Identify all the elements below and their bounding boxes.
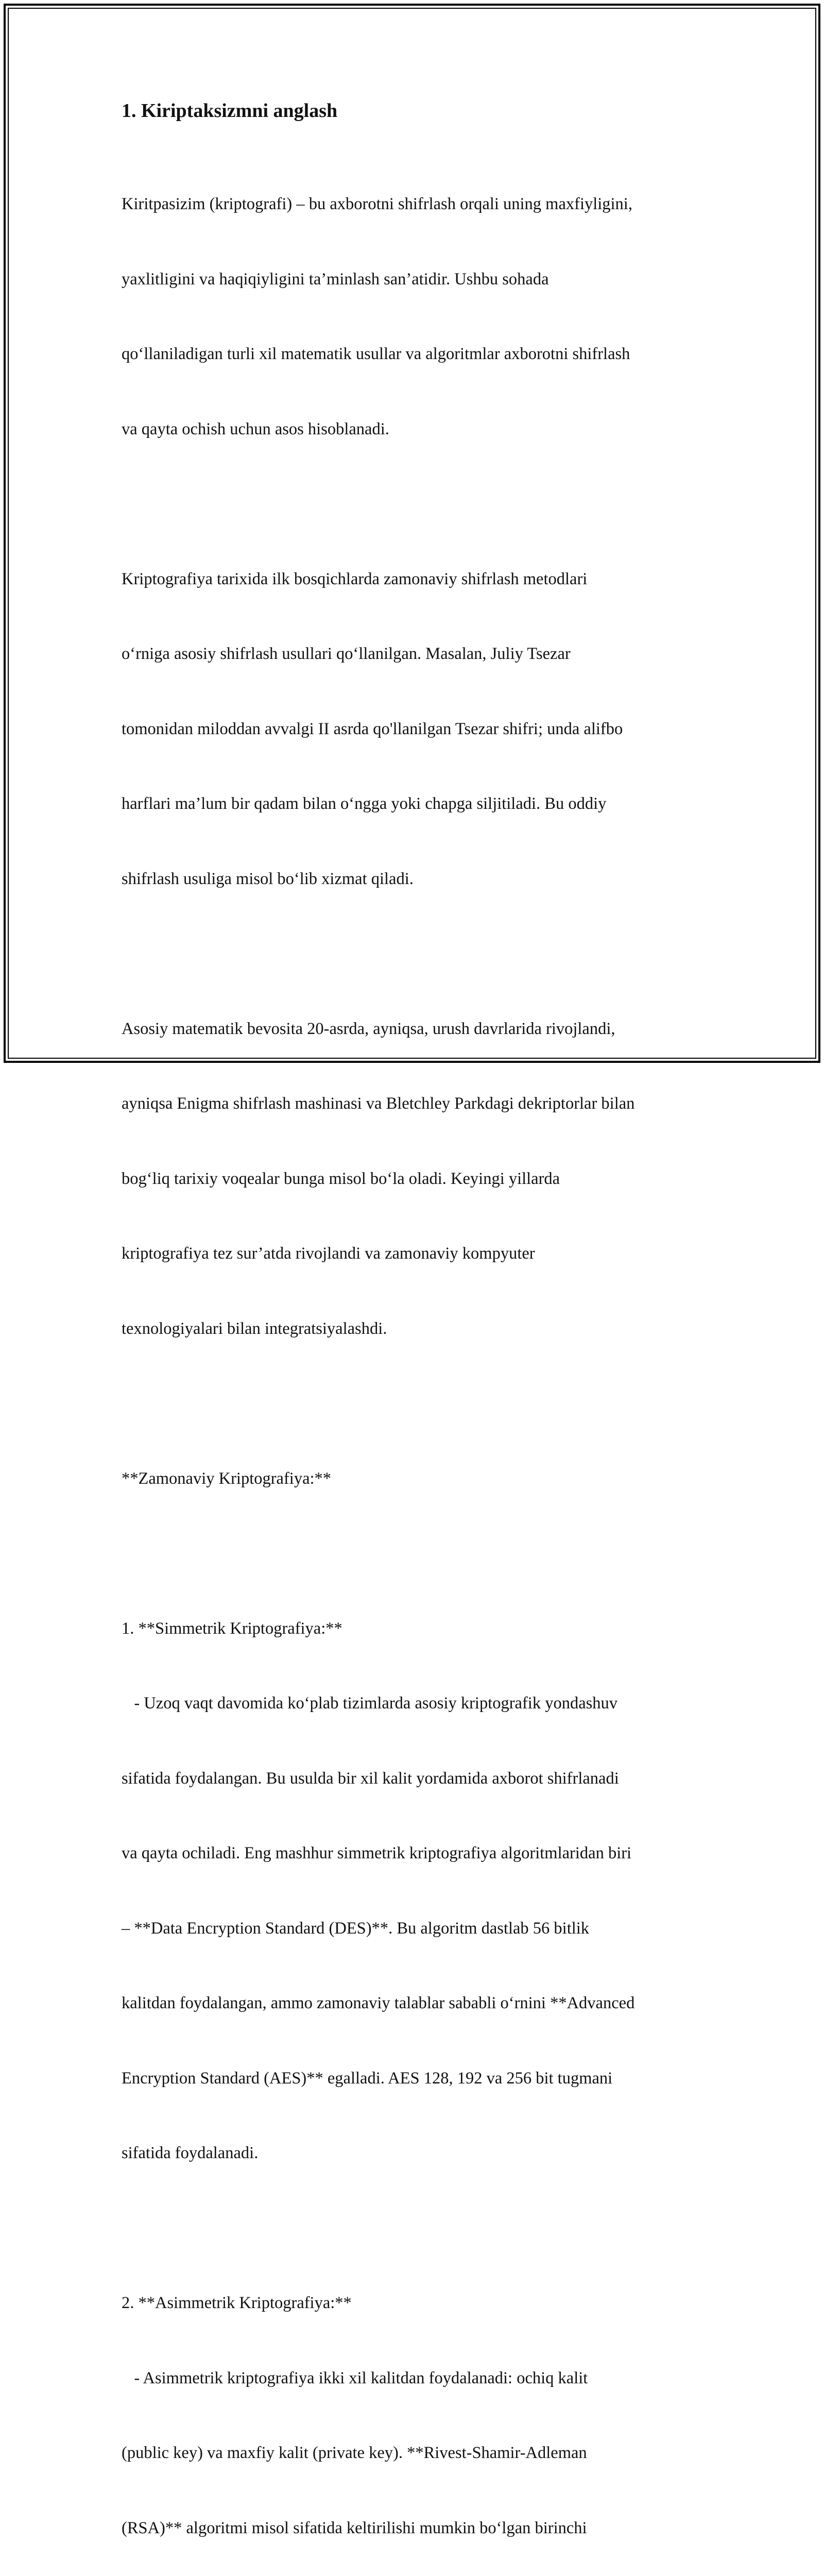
- paragraph-intro: [122, 142, 703, 492]
- text-line: Encryption Standard (AES)** egalladi. AES 128, 192 va 256 bit tugmani: [122, 2069, 613, 2088]
- text-line: - Uzoq vaqt davomida ko‘plab tizimlarda asosiy kriptografik yondashuv: [122, 1694, 618, 1713]
- paragraph-asymmetric: [122, 2241, 703, 2576]
- text-line: sifatida foydalanadi.: [122, 2144, 259, 2162]
- text-line: yaxlitligini va haqiqiyligini ta’minlash san’atidir. Ushbu sohada: [122, 269, 549, 289]
- paragraph-symmetric: [122, 1566, 703, 2216]
- paragraph-20th-century: [122, 967, 703, 1392]
- text-line: – **Data Encryption Standard (DES)**. Bu algoritm dastlab 56 bitlik: [122, 1919, 590, 1938]
- text-line: va qayta ochish uchun asos hisoblanadi.: [122, 419, 389, 438]
- text-line: bog‘liq tarixiy voqealar bunga misol bo‘la oladi. Keyingi yillarda: [122, 1169, 560, 1188]
- text-line: tomonidan miloddan avvalgi II asrda qo'llanilgan Tsezar shifri; unda alifbo: [122, 719, 623, 738]
- text-line: - Asimmetrik kriptografiya ikki xil kalitdan foydalanadi: ochiq kalit: [122, 2368, 588, 2387]
- text-line: **Zamonaviy Kriptografiya:**: [122, 1469, 332, 1488]
- text-line: ayniqsa Enigma shifrlash mashinasi va Bletchley Parkdagi dekriptorlar bilan: [122, 1094, 635, 1113]
- text-line: va qayta ochiladi. Eng mashhur simmetrik kriptografiya algoritmlaridan biri: [122, 1844, 632, 1862]
- text-line: o‘rniga asosiy shifrlash usullari qo‘llanilgan. Masalan, Juliy Tsezar: [122, 645, 571, 663]
- text-line: sifatida foydalangan. Bu usulda bir xil kalit yordamida axborot shifrlanadi: [122, 1769, 619, 1788]
- text-line: (public key) va maxfiy kalit (private key). **Rivest-Shamir-Adleman: [122, 2444, 587, 2462]
- text-line: Kriptografiya tarixida ilk bosqichlarda zamonaviy shifrlash metodlari: [122, 569, 588, 588]
- paragraph-history: [122, 517, 703, 942]
- text-line: kriptografiya tez sur’atda rivojlandi va zamonaviy kompyuter: [122, 1244, 535, 1263]
- section-heading: 1. Kiriptaksizmni anglash: [122, 100, 338, 122]
- text-line: qo‘llaniladigan turli xil matematik usullar va algoritmlar axborotni shifrlash: [122, 345, 630, 363]
- text-line: kalitdan foydalangan, ammo zamonaviy talablar sababli o‘rnini **Advanced: [122, 1994, 635, 2012]
- paragraph-modern-title: [122, 1416, 703, 1541]
- text-line: shifrlash usuliga misol bo‘lib xizmat qiladi.: [122, 869, 414, 888]
- text-line: harflari ma’lum bir qadam bilan o‘ngga yoki chapga siljitiladi. Bu oddiy: [122, 794, 607, 813]
- document-body: [122, 95, 703, 2576]
- text-line: (RSA)** algoritmi misol sifatida keltirilishi mumkin bo‘lgan birinchi: [122, 2518, 587, 2537]
- text-line: Kiritpasizim (kriptografi) – bu axborotni shifrlash orqali uning maxfiyligini,: [122, 195, 632, 213]
- text-line: 1. **Simmetrik Kriptografiya:**: [122, 1619, 342, 1638]
- text-line: texnologiyalari bilan integratsiyalashdi.: [122, 1319, 387, 1338]
- text-line: 2. **Asimmetrik Kriptografiya:**: [122, 2294, 352, 2312]
- text-line: Asosiy matematik bevosita 20-asrda, ayniqsa, urush davrlarida rivojlandi,: [122, 1019, 615, 1038]
